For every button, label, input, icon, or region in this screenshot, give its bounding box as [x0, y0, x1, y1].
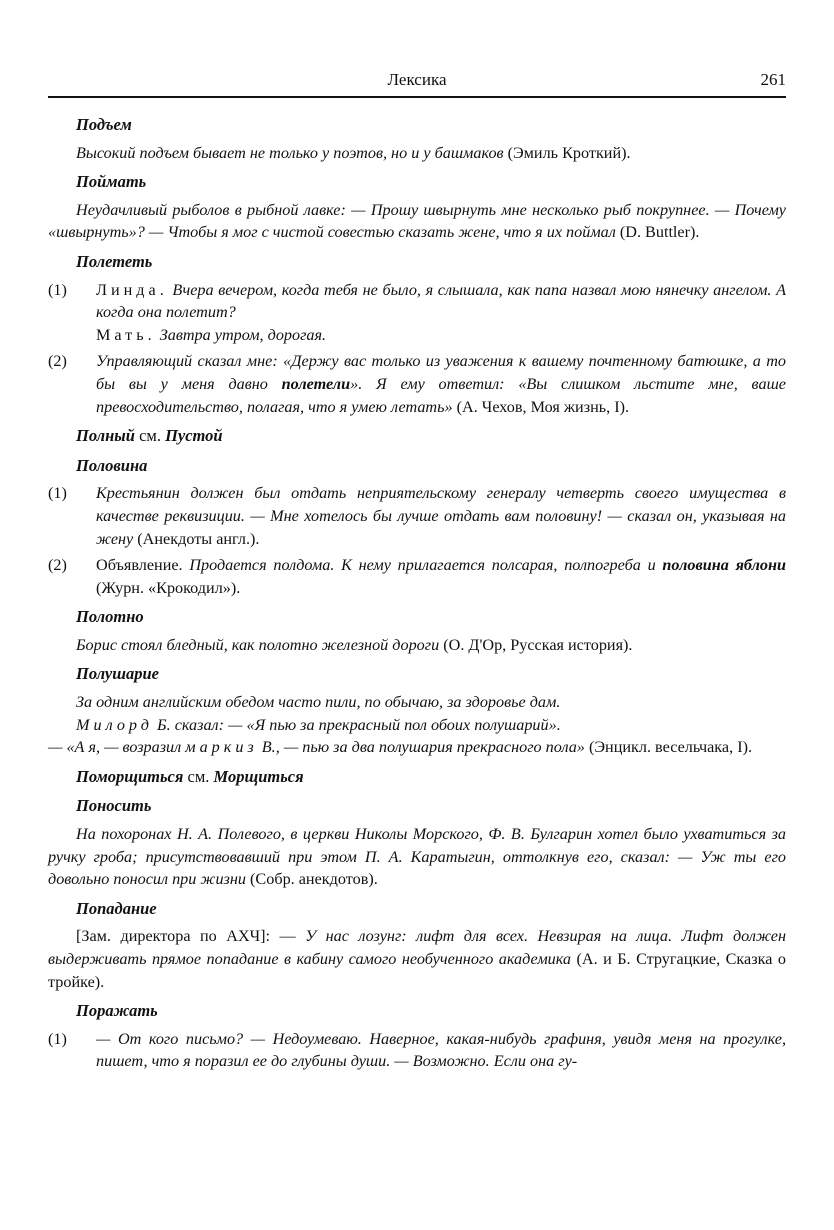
source: (Энцикл. весельчака, I).: [584, 738, 753, 757]
entry-popadanie: [48, 898, 786, 993]
source: (Собр. анекдотов).: [246, 870, 378, 889]
entry-polotno: [48, 606, 786, 656]
headword: Поносить: [76, 796, 152, 816]
running-header: [48, 60, 786, 98]
entry-text: Неудачливый рыболов в рыбной лавке: — Прошу швырнуть мне несколько рыб покрупнее. — Почему «швырнуть»? — Чтобы я мог с чистой совестью сказать жене, что я их поймал (D. Buttler).: [48, 200, 786, 242]
entry-pomorshchitsya: [48, 766, 786, 789]
highlight-word: полетели: [281, 374, 351, 393]
running-title: Лексика: [387, 70, 447, 89]
headword: Поймать: [76, 172, 147, 192]
source: (Эмиль Кроткий).: [503, 143, 631, 162]
entry-text: За одним английским обедом часто пили, по обычаю, за здоровье дам. Милорд Б. сказал: — «Я пью за прекрасный пол обоих полушарий». — «А я, — возразил маркиз В., — пью за два полушария прекрасного пола» (Энцикл. весельчака, I).: [48, 693, 753, 757]
speaker: Мать.: [96, 325, 156, 344]
entry-polovina: [48, 455, 786, 600]
item-number: (1): [48, 484, 67, 503]
headword: Подъем: [76, 115, 132, 134]
entry-text: Борис стоял бледный, как полотно железной дороги (О. Д'Ор, Русская история).: [76, 635, 633, 654]
headword: Поморщиться см. Морщиться: [76, 766, 304, 786]
item-number: (2): [48, 352, 67, 371]
cross-reference: Пустой: [165, 426, 223, 446]
numbered-item: (1) Линда. Вчера вечером, когда тебя не было, я слышала, как папа назвал мою нянечку ангелом. А когда она полетит? Мать. Завтра утром, дорогая.: [48, 280, 786, 344]
headword: Полететь: [76, 251, 153, 271]
numbered-item: (2) Объявление. Продается полдома. К нему прилагается полсарая, полпогреба и половина яблони (Журн. «Крокодил»).: [48, 556, 786, 597]
book-page: [48, 60, 786, 1080]
source: (Анекдоты англ.).: [133, 529, 260, 548]
source: (Журн. «Крокодил»).: [96, 578, 241, 597]
entry-text: [Зам. директора по АХЧ]: — У нас лозунг: лифт для всех. Невзирая на лица. Лифт должен выдерживать прямое попадание в кабину самого необученного академика (А. и Б. Стругацкие, Сказка о тройке).: [48, 927, 786, 991]
item-number: (2): [48, 556, 67, 575]
source: (А. и Б. Стругацкие, Сказка о тройке).: [48, 950, 786, 991]
item-number: (1): [48, 1029, 67, 1048]
entry-podyem: [48, 114, 786, 164]
entry-porazhat: [48, 1000, 786, 1073]
headword: Полушарие: [76, 664, 159, 684]
entry-poletet: [48, 251, 786, 418]
numbered-item: (1) — От кого письмо? — Недоумеваю. Наверное, какая-нибудь графиня, увидя меня на прогулке, пишет, что я поразил ее до глубины души. — Возможно. Если она гу-: [48, 1029, 786, 1071]
speaker: маркиз: [185, 738, 258, 757]
highlight-word: половина яблони: [662, 556, 786, 575]
see-reference-label: см.: [183, 766, 214, 786]
cross-reference: Морщиться: [213, 766, 304, 786]
entry-polny: [48, 425, 786, 448]
source: (А. Чехов, Моя жизнь, I).: [452, 397, 630, 416]
entry-ponosit: [48, 795, 786, 890]
headword: Поражать: [76, 1001, 158, 1021]
item-number: (1): [48, 280, 67, 299]
page-number: 261: [760, 70, 786, 89]
see-reference-label: см.: [134, 426, 166, 446]
source: (D. Buttler).: [615, 223, 700, 242]
headword: Полотно: [76, 607, 144, 627]
speaker: Линда.: [96, 280, 168, 299]
headword: Половина: [76, 455, 148, 475]
entry-text: Высокий подъем бывает не только у поэтов, но и у башмаков (Эмиль Кроткий).: [76, 143, 631, 162]
entry-poymat: [48, 171, 786, 244]
numbered-item: (2) Управляющий сказал мне: «Держу вас только из уважения к вашему почтенному батюшке, а то бы вы у меня давно полетели». Я ему ответил: «Вы слишком льстите мне, ваше превосходительство, полагая, что я умею летать» (А. Чехов, Моя жизнь, I).: [48, 352, 786, 416]
entry-text: На похоронах Н. А. Полевого, в церкви Николы Морского, Ф. В. Булгарин хотел было ухватиться за ручку гроба; присутствовавший при этом П. А. Каратыгин, оттолкнув его, сказал: — Уж ты его довольно поносил при жизни (Собр. анекдотов).: [48, 825, 786, 889]
headword: Полный см. Пустой: [76, 426, 223, 446]
source: (О. Д'Ор, Русская история).: [439, 635, 633, 654]
entry-polusharie: [48, 663, 786, 758]
dictionary-content: [48, 114, 786, 1073]
numbered-item: (1) Крестьянин должен был отдать неприятельскому генералу четверть своего имущества в качестве реквизиции. — Мне хотелось бы лучше отдать вам половину! — сказал он, указывая на жену (Анекдоты англ.).: [48, 484, 786, 548]
speaker: Милорд: [76, 715, 153, 734]
headword: Попадание: [76, 898, 157, 918]
